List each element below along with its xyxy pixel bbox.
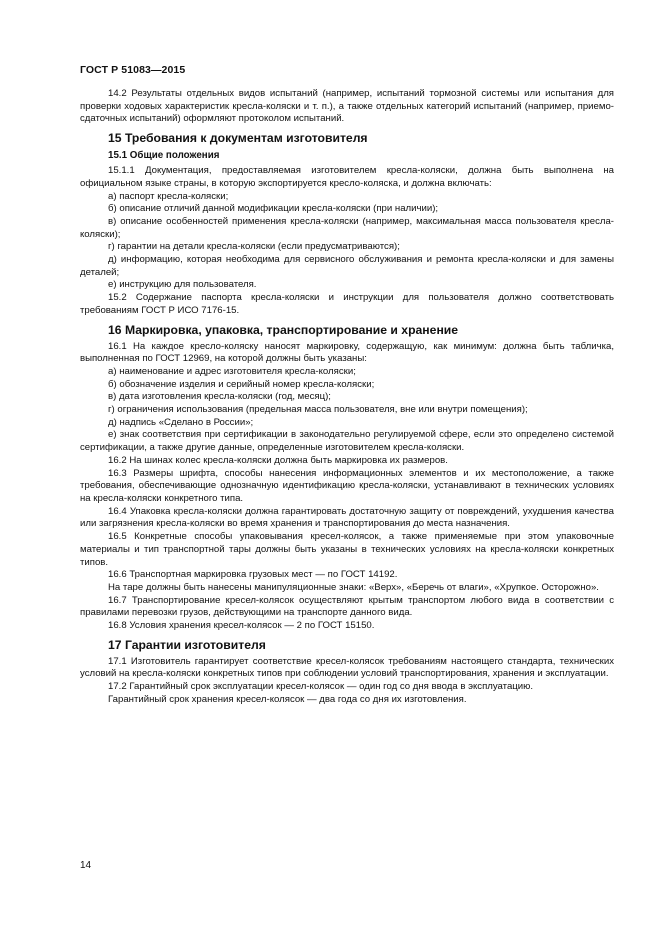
list-item-16-v: в) дата изготовления кресла-коляски (год, месяц); [108, 391, 331, 403]
list-item-16-b: б) обозначение изделия и серийный номер кресла-коляски; [108, 378, 375, 390]
list-item-15-b: б) описание отличий данной модификации кресла-коляски (при наличии); [108, 203, 439, 215]
list-item-16-d: д) надпись «Сделано в России»; [108, 416, 254, 428]
list-item-15-d: д) информацию, которая необходима для сервисного обслуживания и ремонта кресла-коляски и для замены деталей; [80, 254, 614, 278]
list-item-15-g: г) гарантии на детали кресла-коляски (если предусматриваются); [108, 241, 400, 253]
paragraph-17-2: 17.2 Гарантийный срок эксплуатации кресел-колясок — один год со дня ввода в эксплуатацию. [108, 681, 534, 693]
section-15-heading: 15 Требования к документам изготовителя [108, 131, 368, 146]
paragraph-16-4: 16.4 Упаковка кресла-коляски должна гарантировать достаточную защиту от повреждений, ухудшения качества или загрязнения кресла-коляски во время хранения и транспортирования до места назначения. [80, 505, 614, 530]
section-16-heading: 16 Маркировка, упаковка, транспортирование и хранение [108, 322, 459, 337]
subsection-15-1-heading: 15.1 Общие положения [108, 150, 220, 162]
paragraph-16-6-tare: На таре должны быть нанесены манипуляционные знаки: «Верх», «Беречь от влаги», «Хрупкое. Осторожно». [108, 581, 599, 593]
list-item-15-a: а) паспорт кресла-коляски; [108, 190, 229, 202]
list-item-16-g: г) ограничения использования (предельная масса пользователя, вне или внутри помещения); [108, 404, 528, 416]
list-item-16-e: е) знак соответствия при сертификации в законодательно регулируемой сфере, если это определено системой сертификации, а также другие данные, определенные изготовителем кресла-коляски. [80, 429, 614, 454]
paragraph-16-2: 16.2 На шинах колес кресла-коляски должна быть маркировка их размеров. [108, 454, 448, 466]
paragraph-16-1: 16.1 На каждое кресло-коляску наносят маркировку, содержащую, как минимум: должна быть табличка, выполненная по ГОСТ 12969, на которой должны быть указаны: [80, 340, 614, 365]
document-header-code: ГОСТ Р 51083—2015 [80, 64, 186, 76]
paragraph-16-8: 16.8 Условия хранения кресел-колясок — 2 по ГОСТ 15150. [108, 620, 375, 632]
list-item-16-a: а) наименование и адрес изготовителя кресла-коляски; [108, 365, 356, 377]
document-body [80, 88, 614, 707]
list-item-15-v: в) описание особенностей применения кресла-коляски (например, максимальная масса пользователя кресла-коляски); [80, 215, 614, 240]
paragraph-16-7: 16.7 Транспортирование кресел-колясок осуществляют крытым транспортом любого вида в соответствии с правилами перевозки грузов, действующими на транспорте данного вида. [80, 594, 614, 619]
paragraph-15-1-1: 15.1.1 Документация, предоставляемая изготовителем кресла-коляски, должна быть выполнена на официальном языке страны, в которую экспортируется кресло-коляска, и должна включать: [80, 165, 614, 189]
paragraph-16-3: 16.3 Размеры шрифта, способы нанесения информационных элементов и их местоположение, а также требования, обеспечивающие однозначную идентификацию кресла-коляски, устанавливают в технических условиях на кресла-коляски конкретного типа. [80, 467, 614, 504]
paragraph-15-2: 15.2 Содержание паспорта кресла-коляски и инструкции для пользователя должно соответствовать требованиям ГОСТ Р ИСО 7176-15. [80, 292, 614, 316]
paragraph-17-1: 17.1 Изготовитель гарантирует соответствие кресел-колясок требованиям настоящего стандарта, технических условий на кресла-коляски конкретных типов при соблюдении условий транспортирования, хранения и эксплуатации. [80, 655, 614, 680]
paragraph-17-2-storage: Гарантийный срок хранения кресел-колясок — два года со дня их изготовления. [108, 693, 467, 705]
page-number: 14 [80, 860, 92, 871]
paragraph-14-2: 14.2 Результаты отдельных видов испытаний (например, испытаний тормозной системы или испытания для проверки ходовых характеристик кресла-коляски и т. п.), а также отдельных категорий испытаний (например, приемо-сдаточных испытаний) оформляют протоколом испытаний. [80, 88, 614, 125]
list-item-15-e: е) инструкцию для пользователя. [108, 279, 257, 291]
paragraph-16-6: 16.6 Транспортная маркировка грузовых мест — по ГОСТ 14192. [108, 569, 398, 581]
section-17-heading: 17 Гарантии изготовителя [108, 637, 266, 652]
paragraph-16-5: 16.5 Конкретные способы упаковывания кресел-колясок, а также применяемые при этом упаковочные материалы и тип транспортной тары должны быть указаны в технических условиях на кресла-коляски конкретных типов. [80, 531, 614, 568]
